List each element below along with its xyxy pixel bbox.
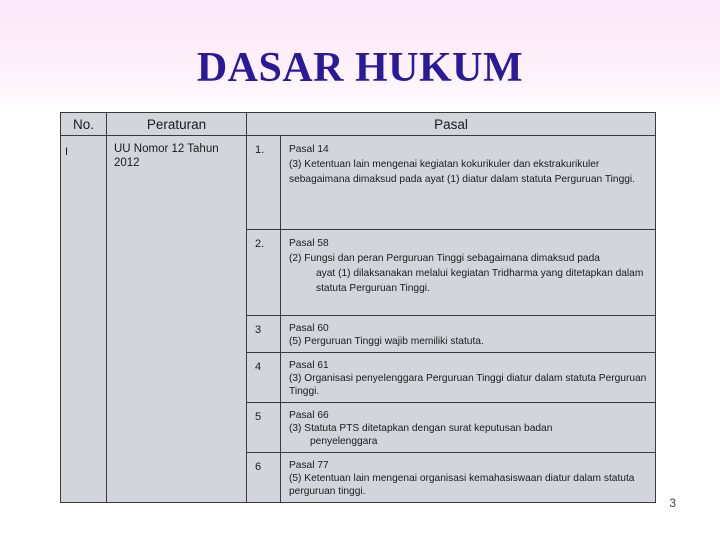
article-text: [281, 316, 656, 353]
row-number: I: [61, 136, 107, 503]
item-number: 6: [247, 453, 281, 503]
article-text: [281, 453, 656, 503]
table-row: [61, 136, 656, 230]
article-title: Pasal 61: [289, 360, 329, 371]
page-number: 3: [669, 496, 676, 510]
item-number: 2.: [247, 230, 281, 316]
header-no: No.: [61, 113, 107, 136]
table-header-row: [61, 113, 656, 136]
article-body: (3) Organisasi penyelenggara Perguruan Tinggi diatur dalam statuta Perguruan Tinggi.: [289, 373, 647, 397]
item-number: 4: [247, 353, 281, 403]
article-text: [281, 230, 656, 316]
item-number: 5: [247, 403, 281, 453]
article-title: Pasal 77: [289, 460, 329, 471]
slide-title: DASAR HUKUM: [196, 45, 524, 91]
article-body: (3) Statuta PTS ditetapkan dengan surat keputusan badan: [289, 423, 553, 434]
legal-basis-table: [60, 112, 656, 503]
article-body: (2) Fungsi dan peran Perguruan Tinggi sebagaimana dimaksud pada: [289, 253, 600, 264]
article-text: [281, 136, 656, 230]
article-text: [281, 353, 656, 403]
article-text: [281, 403, 656, 453]
article-title: Pasal 66: [289, 410, 329, 421]
article-title: Pasal 60: [289, 323, 329, 334]
article-title: Pasal 58: [289, 238, 329, 249]
article-body-continued: ayat (1) dilaksanakan melalui kegiatan Tridharma yang ditetapkan dalam statuta Perguruan Tinggi.: [316, 268, 644, 294]
article-body: (3) Ketentuan lain mengenai kegiatan kokurikuler dan ekstrakurikuler sebagaimana dimaksud pada ayat (1) diatur dalam statuta Perguruan Tinggi.: [289, 159, 636, 185]
article-body: (5) Perguruan Tinggi wajib memiliki statuta.: [289, 336, 484, 347]
article-body-continued: penyelenggara: [310, 436, 378, 447]
header-regulation: Peraturan: [107, 113, 247, 136]
item-number: 1.: [247, 136, 281, 230]
article-title: Pasal 14: [289, 144, 329, 155]
article-body: (5) Ketentuan lain mengenai organisasi kemahasiswaan diatur dalam statuta perguruan tinggi.: [289, 473, 635, 497]
item-number: 3: [247, 316, 281, 353]
regulation-name: UU Nomor 12 Tahun 2012: [107, 136, 247, 503]
header-article: Pasal: [247, 113, 656, 136]
